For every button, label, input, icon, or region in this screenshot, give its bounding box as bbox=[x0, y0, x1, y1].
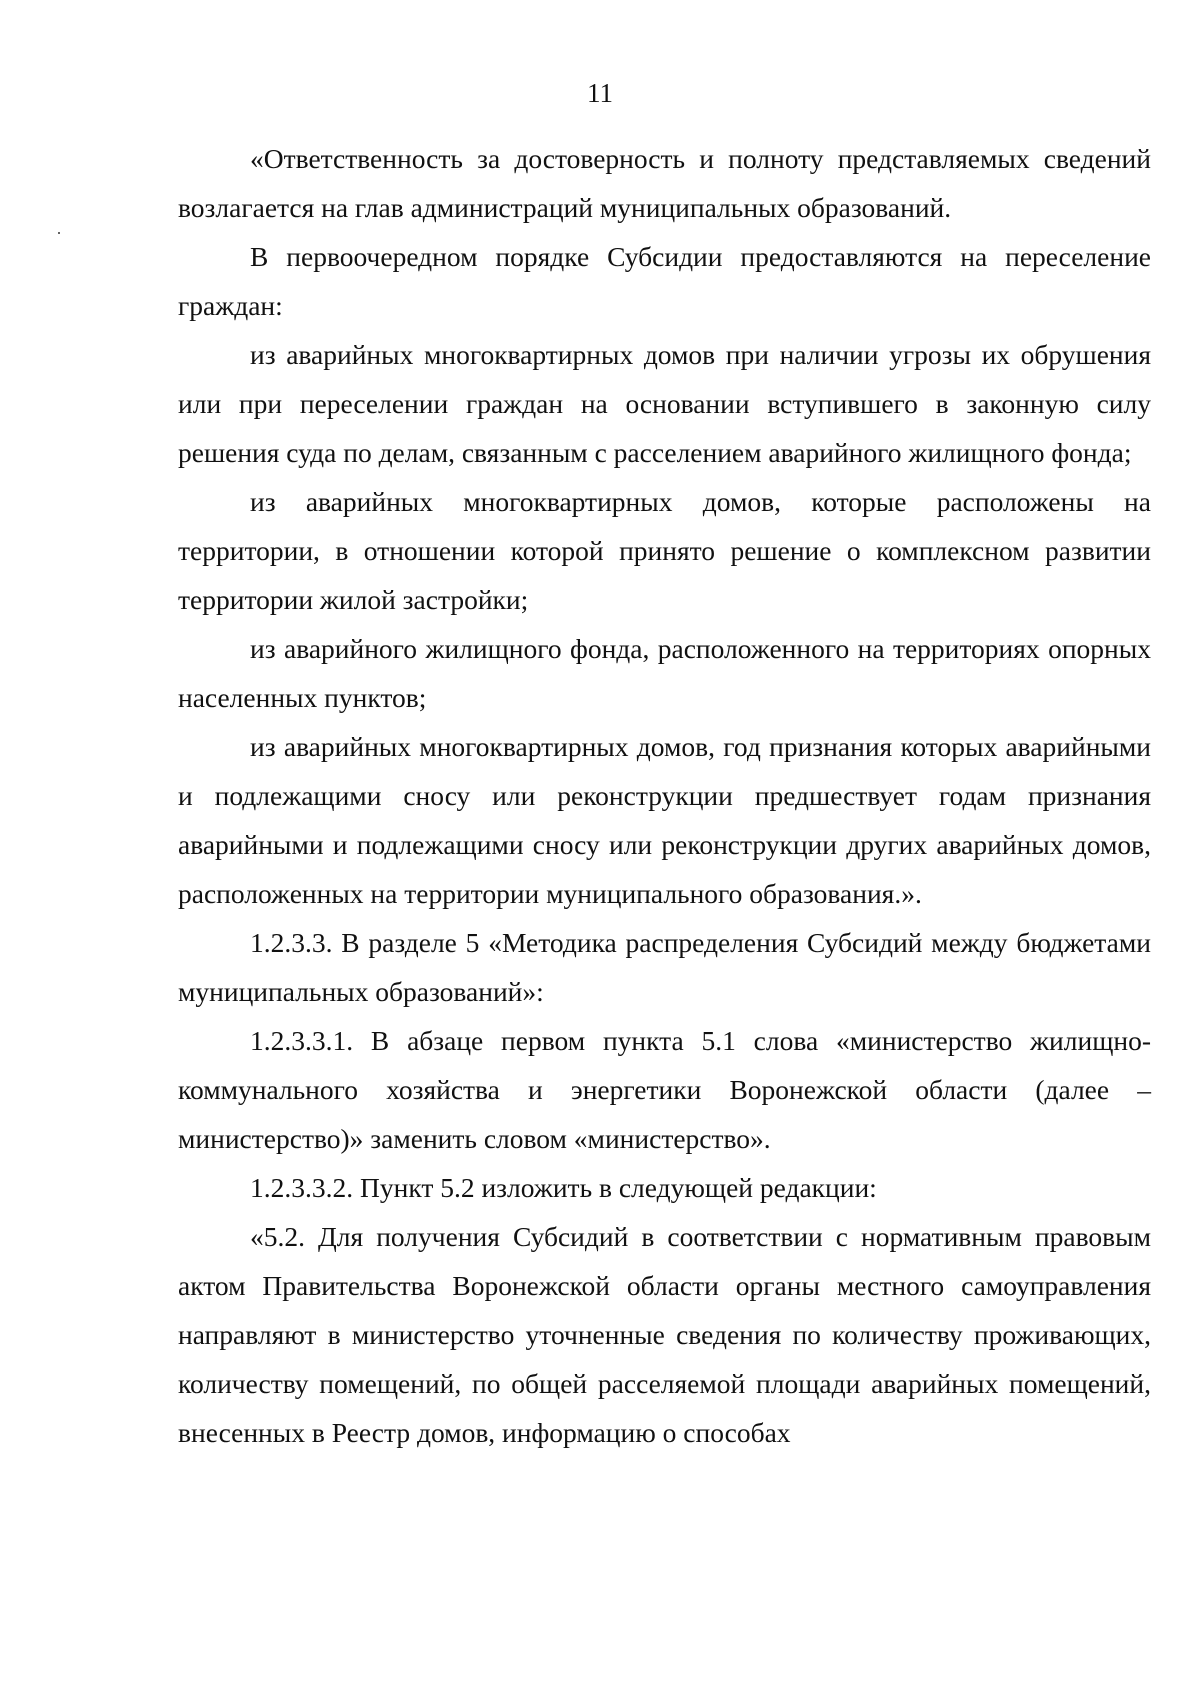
paragraph-priority-collapse: из аварийных многоквартирных домов при наличии угрозы их обрушения или при переселении граждан на основании вступившего в законную силу решения суда по делам, связанным с расселением аварийного жилищного фонда; bbox=[178, 339, 1151, 468]
paragraph-responsibility: «Ответственность за достоверность и полноту представляемых сведений возлагается на глав администраций муниципальных образований. bbox=[178, 143, 1151, 223]
paragraph-section-5: 1.2.3.3. В разделе 5 «Методика распределения Субсидий между бюджетами муниципальных образований»: bbox=[178, 927, 1151, 1007]
paragraph-priority-recognition-year: из аварийных многоквартирных домов, год признания которых аварийными и подлежащими сносу или реконструкции предшествует годам признания аварийными и подлежащими сносу или реконструкции других аварийных домов, расположенных на территории муниципального образования.». bbox=[178, 731, 1151, 909]
paragraph-item-5-2-text: «5.2. Для получения Субсидий в соответствии с нормативным правовым актом Правительства Воронежской области органы местного самоуправления направляют в министерство уточненные сведения по количеству проживающих, количеству помещений, по общей расселяемой площади аварийных помещений, внесенных в Реестр домов, информацию о способах bbox=[178, 1221, 1151, 1448]
paragraph-item-5-1: 1.2.3.3.1. В абзаце первом пункта 5.1 слова «министерство жилищно-коммунального хозяйства и энергетики Воронежской области (далее – министерство)» заменить словом «министерство». bbox=[178, 1025, 1151, 1154]
paragraph-item-5-2-intro: 1.2.3.3.2. Пункт 5.2 изложить в следующей редакции: bbox=[250, 1172, 877, 1203]
paragraph-priority-settlements: из аварийного жилищного фонда, расположенного на территориях опорных населенных пунктов; bbox=[178, 633, 1151, 713]
paragraph-priority-development: из аварийных многоквартирных домов, которые расположены на территории, в отношении которой принято решение о комплексном развитии территории жилой застройки; bbox=[178, 486, 1151, 615]
page-number: 11 bbox=[587, 78, 613, 108]
paragraph-priority-intro: В первоочередном порядке Субсидии предоставляются на переселение граждан: bbox=[178, 241, 1151, 321]
document-body bbox=[178, 134, 1151, 1457]
scan-speck bbox=[58, 232, 60, 234]
